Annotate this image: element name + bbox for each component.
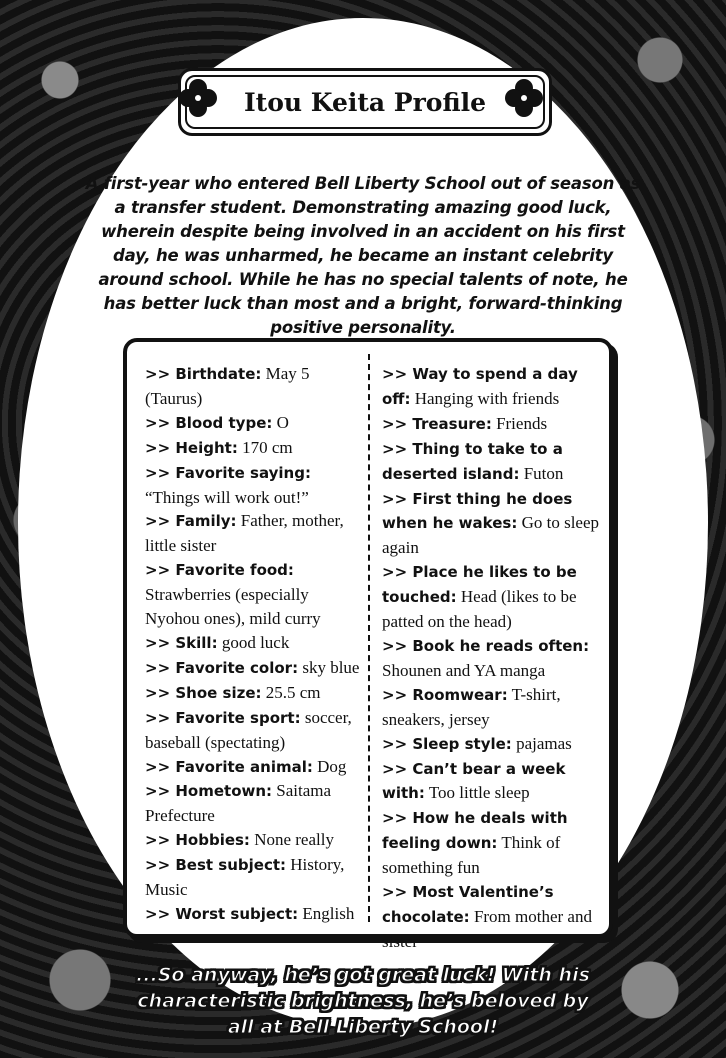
item-value: T-shirt, sneakers, jersey bbox=[382, 684, 561, 729]
profile-item bbox=[145, 436, 363, 461]
item-label: >> Favorite food: bbox=[145, 561, 294, 580]
profile-item bbox=[382, 757, 604, 807]
item-label: >> Way to spend a day off: bbox=[382, 365, 578, 408]
item-label: >> Blood type: bbox=[145, 413, 273, 432]
item-value: Hanging with friends bbox=[414, 388, 560, 408]
item-label: >> Birthdate: bbox=[145, 365, 262, 383]
profile-item bbox=[382, 880, 604, 954]
item-value: Go to sleep again bbox=[382, 513, 600, 558]
item-value: “Things will work out!” bbox=[145, 487, 309, 507]
item-label: >> Hometown: bbox=[145, 782, 273, 801]
item-label: >> Most Valentine’s chocolate: bbox=[382, 883, 554, 926]
clover-icon bbox=[502, 76, 546, 120]
profile-item bbox=[145, 631, 363, 656]
item-value: Dog bbox=[317, 756, 347, 776]
item-label: >> Favorite saying: bbox=[145, 463, 311, 482]
item-label: >> Worst subject: bbox=[145, 904, 299, 923]
profile-item bbox=[382, 412, 604, 437]
item-label: >> Skill: bbox=[145, 633, 218, 652]
item-label: >> Hobbies: bbox=[145, 831, 250, 850]
item-label: >> Can’t bear a week with: bbox=[382, 759, 566, 803]
item-value: sky blue bbox=[302, 657, 360, 677]
item-label: >> Book he reads often: bbox=[382, 636, 590, 655]
clover-icon bbox=[176, 76, 220, 120]
item-label: >> Place he likes to be touched: bbox=[382, 563, 577, 607]
profile-item bbox=[382, 560, 604, 634]
profile-item bbox=[382, 732, 604, 757]
profile-item bbox=[145, 681, 363, 706]
profile-item bbox=[145, 461, 363, 510]
item-value: May 5 (Taurus) bbox=[145, 364, 310, 408]
item-label: >> Height: bbox=[145, 438, 238, 457]
item-value: Father, mother, little sister bbox=[145, 511, 344, 556]
item-label: >> Favorite sport: bbox=[145, 708, 301, 727]
page-title: Itou Keita Profile bbox=[243, 87, 487, 117]
profile-item bbox=[145, 755, 363, 780]
profile-item bbox=[145, 362, 363, 411]
item-value: Head (likes to be patted on the head) bbox=[382, 587, 577, 632]
item-label: >> Thing to take to a deserted island: bbox=[382, 439, 563, 483]
item-label: >> First thing he does when he wakes: bbox=[382, 489, 573, 533]
profile-item bbox=[145, 656, 363, 681]
item-label: >> Family: bbox=[145, 512, 237, 531]
item-label: >> Sleep style: bbox=[382, 734, 512, 753]
profile-item bbox=[145, 509, 363, 558]
item-label: >> Best subject: bbox=[145, 856, 287, 875]
profile-item bbox=[145, 706, 363, 755]
item-value: good luck bbox=[221, 632, 290, 652]
left-column bbox=[145, 362, 363, 927]
item-value: soccer, baseball (spectating) bbox=[145, 707, 352, 752]
item-value: 170 cm bbox=[242, 437, 293, 457]
item-label: >> Favorite animal: bbox=[145, 757, 313, 776]
item-label: >> Roomwear: bbox=[382, 685, 508, 704]
profile-item bbox=[382, 362, 604, 412]
profile-item bbox=[145, 902, 363, 927]
profile-item bbox=[145, 853, 363, 902]
profile-item bbox=[382, 437, 604, 487]
item-value: English bbox=[302, 903, 355, 923]
item-label: >> How he deals with feeling down: bbox=[382, 809, 568, 853]
item-value: Strawberries (especially Nyohou ones), mild curry bbox=[145, 585, 321, 629]
item-value: Shounen and YA manga bbox=[382, 660, 546, 680]
item-value: None really bbox=[254, 830, 334, 850]
item-value: Too little sleep bbox=[428, 783, 530, 803]
profile-item bbox=[145, 779, 363, 828]
profile-item bbox=[382, 634, 604, 683]
right-column bbox=[382, 362, 604, 954]
item-label: >> Shoe size: bbox=[145, 683, 262, 702]
item-value: 25.5 cm bbox=[265, 682, 321, 702]
profile-item bbox=[382, 683, 604, 732]
item-value: Think of something fun bbox=[382, 833, 561, 878]
item-value: Futon bbox=[523, 463, 564, 483]
item-value: Friends bbox=[496, 413, 548, 433]
profile-item bbox=[382, 487, 604, 561]
profile-item bbox=[145, 828, 363, 853]
column-divider bbox=[368, 354, 370, 922]
item-value: pajamas bbox=[516, 733, 572, 753]
item-label: >> Favorite color: bbox=[145, 658, 299, 677]
profile-item bbox=[145, 411, 363, 436]
intro-paragraph: A first-year who entered Bell Liberty School out of season as a transfer student. Demonstrating amazing good luck, wherein despite being involved in an accident on his first day, he was unharmed, he became an instant celebrity around school. While he has no special talents of note, he has better luck than most and a bright, forward-thinking positive personality. bbox=[85, 174, 641, 337]
profile-item bbox=[382, 806, 604, 880]
item-value: History, Music bbox=[145, 855, 345, 900]
item-value: O bbox=[276, 412, 289, 432]
profile-card bbox=[123, 338, 613, 951]
profile-item bbox=[145, 558, 363, 631]
item-value: From mother and sister bbox=[382, 906, 592, 951]
title-banner bbox=[178, 68, 552, 136]
footer-caption: ...So anyway, he’s got great luck! With his characteristic brightness, he’s beloved by all at Bell Liberty School! bbox=[136, 964, 590, 1038]
item-label: >> Treasure: bbox=[382, 414, 492, 433]
item-value: Saitama Prefecture bbox=[145, 781, 332, 826]
